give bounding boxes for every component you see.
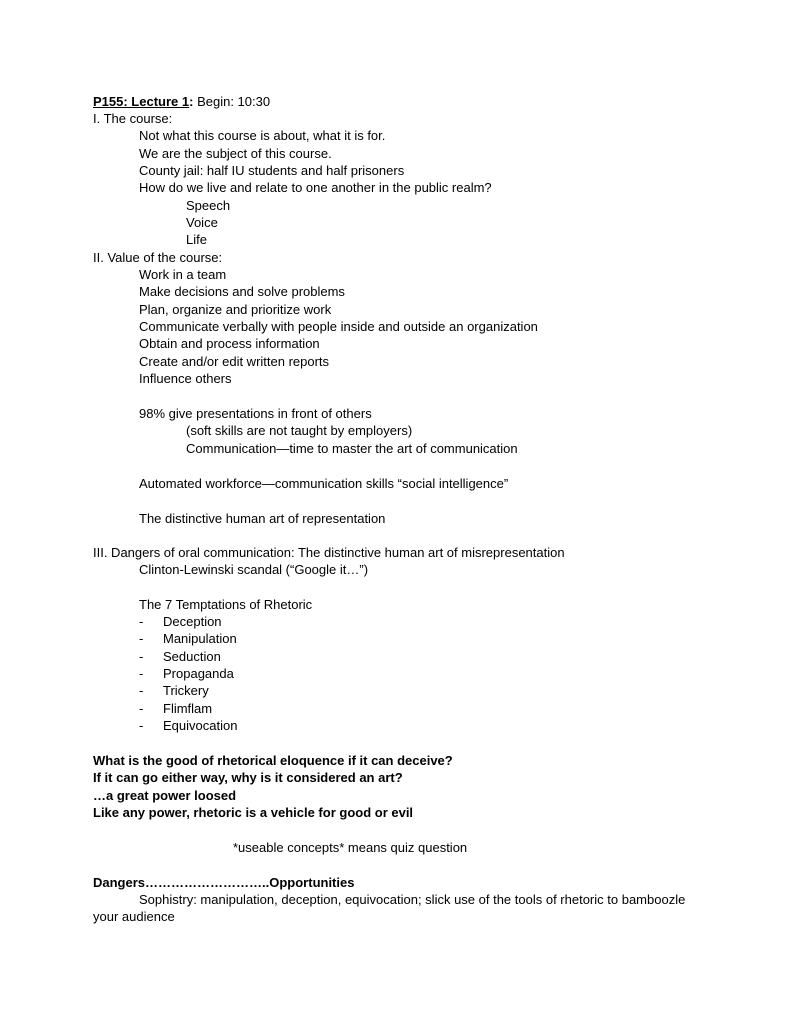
section-3-title: III. Dangers of oral communication: The distinctive human art of misrepresentation xyxy=(93,545,565,560)
section-2-item: Create and/or edit written reports xyxy=(139,354,330,369)
dangers-opportunities-heading: Dangers………………………..Opportunities xyxy=(93,875,355,890)
begin-time: Begin: 10:30 xyxy=(197,94,271,109)
temptation-item xyxy=(139,613,222,630)
quiz-note: *useable concepts* means quiz question xyxy=(233,840,468,855)
section-2-item: Make decisions and solve problems xyxy=(139,284,345,299)
temptation-label: Propaganda xyxy=(163,666,234,681)
sophistry-paragraph: Sophistry: manipulation, deception, equivocation; slick use of the tools of rhetoric to bamboozle your audience xyxy=(93,892,686,924)
dash-marker: - xyxy=(139,683,144,698)
scandal-line: Clinton-Lewinski scandal (“Google it…”) xyxy=(139,562,369,577)
heading-colon: : xyxy=(189,94,194,109)
temptation-item xyxy=(139,717,237,734)
dash-marker: - xyxy=(139,718,144,733)
section-2-title: II. Value of the course: xyxy=(93,250,223,265)
bold-statement: …a great power loosed xyxy=(93,788,237,803)
temptations-title: The 7 Temptations of Rhetoric xyxy=(139,597,313,612)
section-1-subitem: Speech xyxy=(186,198,231,213)
section-1-item: How do we live and relate to one another in the public realm? xyxy=(139,180,492,195)
presentations-subitem: (soft skills are not taught by employers) xyxy=(186,423,413,438)
dash-marker: - xyxy=(139,701,144,716)
temptation-label: Trickery xyxy=(163,683,209,698)
distinctive-representation: The distinctive human art of representation xyxy=(139,511,386,526)
section-1-subitem: Life xyxy=(186,232,207,247)
temptation-label: Equivocation xyxy=(163,718,238,733)
dash-marker: - xyxy=(139,614,144,629)
automated-workforce: Automated workforce—communication skills “social intelligence” xyxy=(139,476,509,491)
temptation-label: Flimflam xyxy=(163,701,213,716)
section-1-title: I. The course: xyxy=(93,111,173,126)
dash-marker: - xyxy=(139,631,144,646)
lecture-heading xyxy=(93,93,270,110)
dash-marker: - xyxy=(139,666,144,681)
temptation-label: Seduction xyxy=(163,649,221,664)
temptation-label: Deception xyxy=(163,614,222,629)
temptation-label: Manipulation xyxy=(163,631,237,646)
section-2-item: Communicate verbally with people inside and outside an organization xyxy=(139,319,538,334)
presentations-stat: 98% give presentations in front of others xyxy=(139,406,372,421)
temptation-item xyxy=(139,682,209,699)
section-1-item: We are the subject of this course. xyxy=(139,146,332,161)
temptation-item xyxy=(139,700,212,717)
temptation-item xyxy=(139,630,237,647)
section-2-item: Obtain and process information xyxy=(139,336,320,351)
temptation-item xyxy=(139,648,221,665)
bold-question: What is the good of rhetorical eloquence if it can deceive? xyxy=(93,753,453,768)
dash-marker: - xyxy=(139,649,144,664)
bold-statement: Like any power, rhetoric is a vehicle for good or evil xyxy=(93,805,414,820)
temptation-item xyxy=(139,665,234,682)
section-1-subitem: Voice xyxy=(186,215,218,230)
section-1-item: Not what this course is about, what it is for. xyxy=(139,128,386,143)
section-2-item: Plan, organize and prioritize work xyxy=(139,302,332,317)
presentations-subitem: Communication—time to master the art of communication xyxy=(186,441,518,456)
course-code: P155: Lecture 1 xyxy=(93,94,190,109)
section-2-item: Work in a team xyxy=(139,267,227,282)
bold-question: If it can go either way, why is it considered an art? xyxy=(93,770,403,785)
section-2-item: Influence others xyxy=(139,371,232,386)
section-1-item: County jail: half IU students and half prisoners xyxy=(139,163,405,178)
